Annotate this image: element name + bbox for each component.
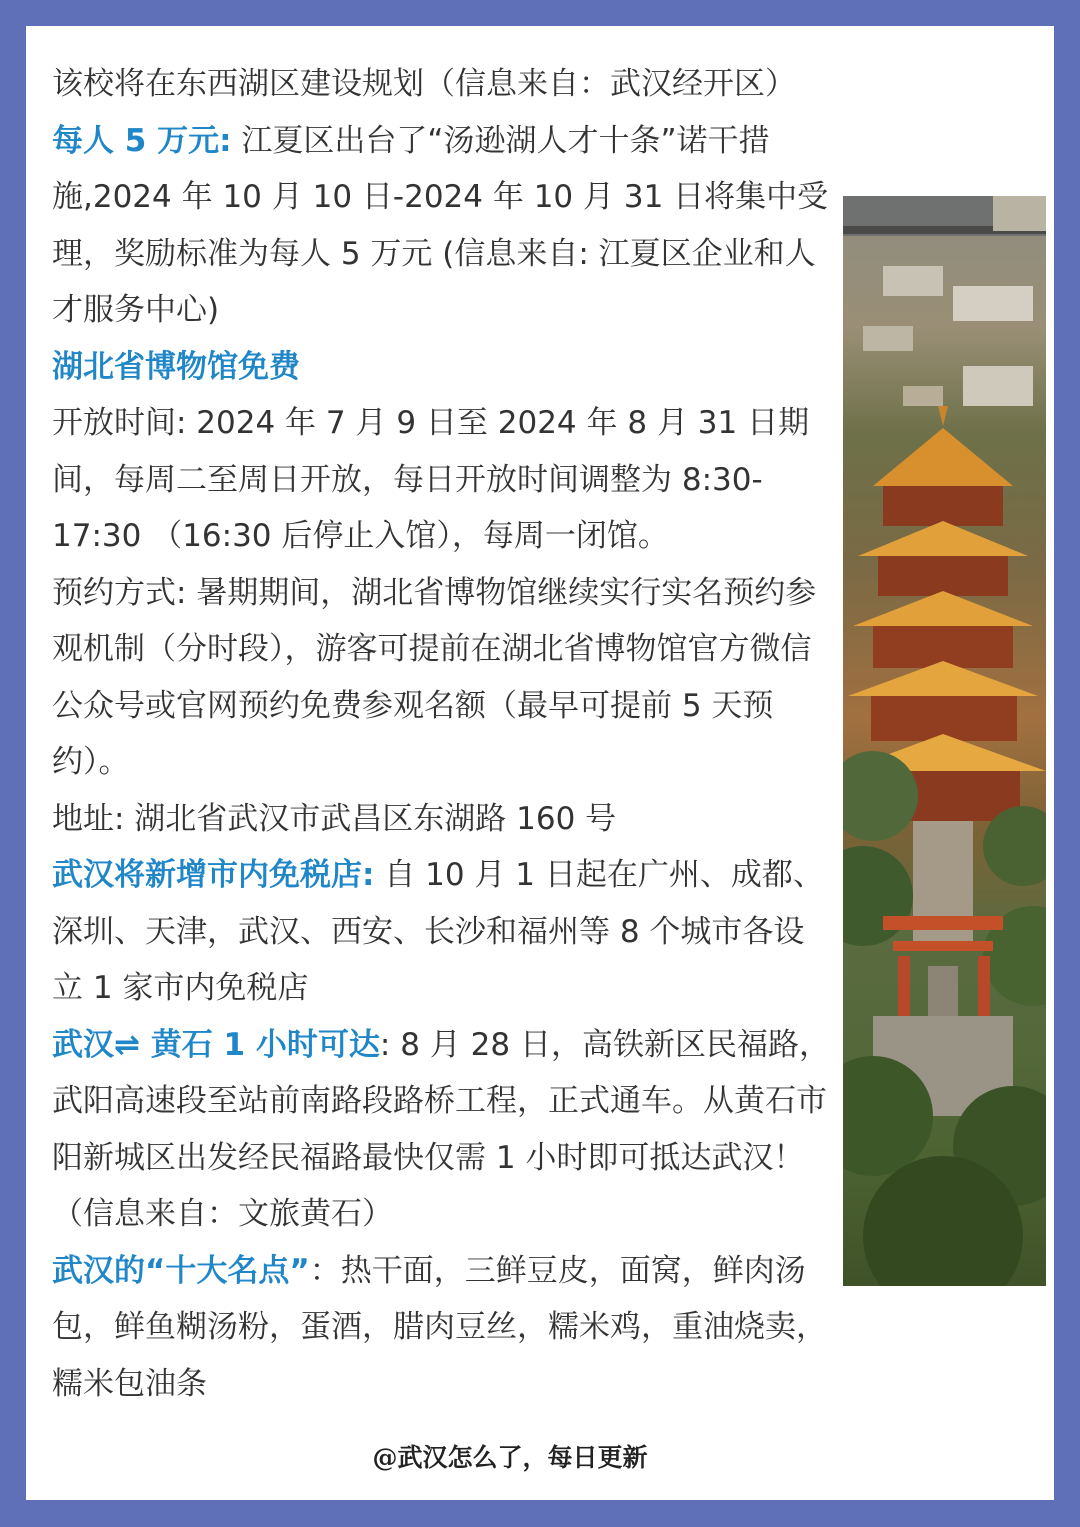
item-huangshi (52, 1017, 832, 1243)
item-prize-title: 每人 5 万元: (52, 122, 232, 159)
footer-caption (26, 1438, 1054, 1474)
item-snacks-body: ：热干面，三鲜豆皮，面窝，鲜肉汤包，鲜鱼糊汤粉，蛋酒，腊肉豆丝，糯米鸡，重油烧卖，糯米包油条 (52, 1252, 827, 1402)
item-museum-address: 地址: 湖北省武汉市武昌区东湖路 160 号 (52, 800, 617, 837)
tower-illustration (843, 196, 1046, 1286)
footer-text: @武汉怎么了，每日更新 (372, 1443, 648, 1472)
item-museum-title: 湖北省博物馆免费 (52, 348, 300, 385)
item-dutyfree-title: 武汉将新增市内免税店: (52, 857, 375, 893)
item-snacks (52, 1243, 832, 1413)
item-museum-hours: 开放时间: 2024 年 7 月 9 日至 2024 年 8 月 31 日期间，每周二至周日开放，每日开放时间调整为 8:30-17:30 （16:30 后停止入馆），每周一闭馆。 (52, 405, 810, 554)
item-prize-body: 江夏区出台了“汤逊湖人才十条”诺干措施,2024 年 10 月 10 日-2024 年 10 月 31 日将集中受理，奖励标准为每人 5 万元 (信息来自: 江夏区企业和人才服务中心) (52, 122, 829, 328)
content-card (26, 26, 1054, 1500)
item-dutyfree-body: 自 10 月 1 日起在广州、成都、深圳、天津，武汉、西安、长沙和福州等 8 个城市各设立 1 家市内免税店 (52, 857, 824, 1006)
item-prize (52, 113, 832, 339)
item-huangshi-title: 武汉⇌ 黄石 1 小时可达 (52, 1026, 380, 1063)
yellow-crane-tower-photo (843, 196, 1046, 1286)
intro-line: 该校将在东西湖区建设规划（信息来自：武汉经开区） (52, 66, 796, 102)
item-dutyfree (52, 847, 832, 1017)
item-huangshi-body: : 8 月 28 日，高铁新区民福路，武阳高速段至站前南路段路桥工程，正式通车。从黄石市阳新城区出发经民福路最快仅需 1 小时即可抵达武汉！（信息来自：文旅黄石） (52, 1026, 830, 1232)
article-body (52, 56, 832, 1412)
item-museum-booking: 预约方式: 暑期期间，湖北省博物馆继续实行实名预约参观机制（分时段），游客可提前在湖北省博物馆官方微信公众号或官网预约免费参观名额（最早可提前 5 天预约）。 (52, 574, 817, 780)
item-snacks-title: 武汉的“十大名点” (52, 1252, 310, 1289)
